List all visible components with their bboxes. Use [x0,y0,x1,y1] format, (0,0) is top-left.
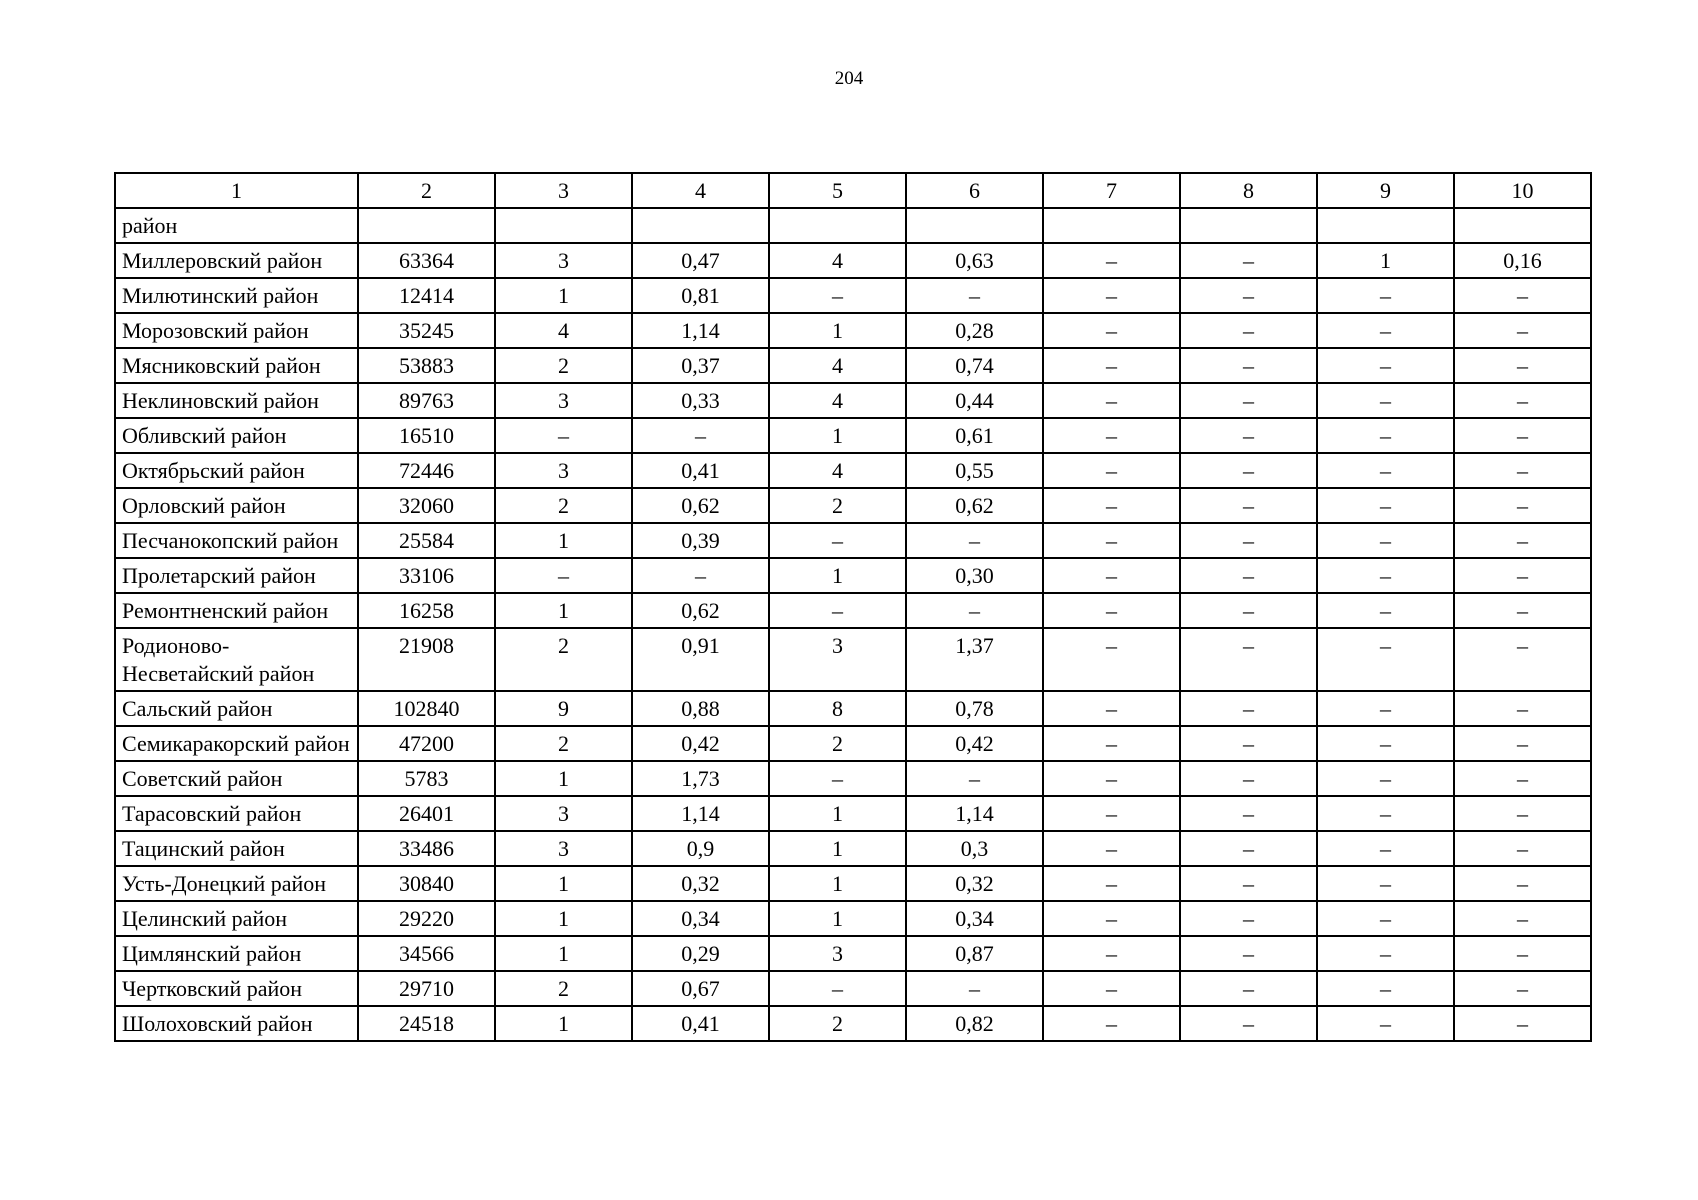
table-cell: 0,28 [906,313,1043,348]
table-cell: 0,3 [906,831,1043,866]
table-row [115,488,1591,523]
table-cell: – [1317,348,1454,383]
table-cell: – [1454,761,1591,796]
table-cell: 9 [495,691,632,726]
table-cell: – [1454,383,1591,418]
table-cell: – [1454,418,1591,453]
table-cell: 4 [769,453,906,488]
table-cell: – [1180,278,1317,313]
table-cell: 0,61 [906,418,1043,453]
table-cell: 2 [495,726,632,761]
table-cell: – [906,761,1043,796]
table-cell: – [1454,971,1591,1006]
table-cell: – [1043,901,1180,936]
table-cell: – [1043,383,1180,418]
table-cell: – [1043,971,1180,1006]
table-cell: – [769,593,906,628]
district-name-cell: Мясниковский район [115,348,358,383]
district-name-cell: Тацинский район [115,831,358,866]
district-name-cell: Сальский район [115,691,358,726]
table-cell: – [1317,971,1454,1006]
table-cell: 0,34 [906,901,1043,936]
table-cell: 72446 [358,453,495,488]
table-cell: 1 [769,831,906,866]
table-cell: 33106 [358,558,495,593]
table-cell: – [1454,593,1591,628]
table-cell: – [1180,691,1317,726]
table-cell: 4 [769,243,906,278]
table-cell: 4 [495,313,632,348]
table-cell: 34566 [358,936,495,971]
table-cell: 1,14 [632,313,769,348]
table-cell [1454,208,1591,243]
table-cell: – [1317,1006,1454,1041]
table-cell: – [1317,831,1454,866]
table-cell: – [1043,243,1180,278]
table-cell: – [1043,278,1180,313]
table-cell: – [769,523,906,558]
district-name-cell: Шолоховский район [115,1006,358,1041]
table-cell: 1 [769,866,906,901]
table-cell: – [1454,901,1591,936]
table-cell: 32060 [358,488,495,523]
table-row [115,453,1591,488]
table-cell: – [1454,1006,1591,1041]
table-cell: – [1454,453,1591,488]
table-cell: 1 [769,901,906,936]
table-cell: – [1454,936,1591,971]
district-name-cell: Чертковский район [115,971,358,1006]
table-cell: – [1180,761,1317,796]
table-cell: – [1317,418,1454,453]
table-cell: – [1454,558,1591,593]
column-header: 6 [906,173,1043,208]
table-row [115,1006,1591,1041]
table-cell: – [1454,488,1591,523]
table-cell: – [1180,866,1317,901]
table-cell: 30840 [358,866,495,901]
table-cell: 0,44 [906,383,1043,418]
district-name-cell: район [115,208,358,243]
table-cell: – [1043,558,1180,593]
table-cell: 0,41 [632,1006,769,1041]
table-cell: – [1043,831,1180,866]
table-cell: – [1180,936,1317,971]
table-cell: – [906,593,1043,628]
table-cell: 0,16 [1454,243,1591,278]
table-cell: 1 [769,558,906,593]
table-cell: – [1454,796,1591,831]
table-cell: – [1317,313,1454,348]
table-cell: 21908 [358,628,495,691]
district-name-cell: Октябрьский район [115,453,358,488]
table-cell: 3 [495,383,632,418]
table-cell: – [1454,628,1591,691]
table-row [115,383,1591,418]
table-cell: 4 [769,348,906,383]
table-cell: 0,63 [906,243,1043,278]
table-cell: – [1043,313,1180,348]
table-cell: – [1043,593,1180,628]
table-cell: – [1317,936,1454,971]
table-cell: 63364 [358,243,495,278]
table-cell: 2 [769,726,906,761]
table-cell: – [1043,936,1180,971]
data-table [114,172,1592,1042]
table-cell: 0,42 [906,726,1043,761]
table-cell: – [1043,453,1180,488]
table-cell: 1 [495,761,632,796]
table-cell: 0,32 [632,866,769,901]
table-cell: 3 [769,936,906,971]
table-cell: 3 [495,453,632,488]
table-cell: – [1043,418,1180,453]
table-row [115,418,1591,453]
district-name-cell: Тарасовский район [115,796,358,831]
district-name-cell: Обливский район [115,418,358,453]
district-name-cell: Усть-Донецкий район [115,866,358,901]
table-cell: – [906,971,1043,1006]
table-header-row [115,173,1591,208]
table-cell: – [1180,726,1317,761]
table-cell: – [1180,593,1317,628]
table-cell: 1 [769,796,906,831]
table-cell: 1 [495,523,632,558]
table-cell: – [1317,558,1454,593]
column-header: 10 [1454,173,1591,208]
table-row [115,558,1591,593]
table-row [115,866,1591,901]
table-row [115,593,1591,628]
table-cell: – [1317,278,1454,313]
table-cell: 0,30 [906,558,1043,593]
table-cell: 0,78 [906,691,1043,726]
district-name-cell: Морозовский район [115,313,358,348]
district-name-cell: Пролетарский район [115,558,358,593]
table-cell: – [495,558,632,593]
table-row [115,936,1591,971]
table-cell: – [769,278,906,313]
table-cell: 0,55 [906,453,1043,488]
district-name-cell: Неклиновский район [115,383,358,418]
district-name-cell: Целинский район [115,901,358,936]
table-cell: 16510 [358,418,495,453]
table-cell: – [1180,348,1317,383]
table-cell: – [1180,488,1317,523]
table-cell: 0,42 [632,726,769,761]
table-cell: 0,87 [906,936,1043,971]
column-header: 8 [1180,173,1317,208]
table-cell: – [1180,628,1317,691]
table-cell: – [1043,628,1180,691]
table-cell: – [1180,831,1317,866]
table-cell [906,208,1043,243]
table-cell: 33486 [358,831,495,866]
table-cell: – [1454,313,1591,348]
table-cell: – [1454,831,1591,866]
table-cell [1180,208,1317,243]
table-cell: 8 [769,691,906,726]
table-cell: – [1317,593,1454,628]
district-name-cell: Ремонтненский район [115,593,358,628]
table-cell: – [1454,866,1591,901]
table-cell: 24518 [358,1006,495,1041]
table-row [115,313,1591,348]
table-cell [495,208,632,243]
table-cell: 0,74 [906,348,1043,383]
table-cell: – [495,418,632,453]
table-cell: – [1180,971,1317,1006]
column-header: 2 [358,173,495,208]
table-cell: 47200 [358,726,495,761]
page-number: 204 [834,68,864,89]
table-cell: 0,88 [632,691,769,726]
table-row [115,726,1591,761]
table-cell: – [1043,523,1180,558]
table-cell [1317,208,1454,243]
table-cell: – [906,523,1043,558]
table-cell: 0,91 [632,628,769,691]
table-cell: – [632,558,769,593]
table-cell: – [1317,523,1454,558]
table-cell: – [1317,691,1454,726]
table-cell: 12414 [358,278,495,313]
table-cell: 29220 [358,901,495,936]
table-cell: 2 [495,348,632,383]
district-name-cell: Советский район [115,761,358,796]
table-cell: 1 [1317,243,1454,278]
table-cell: – [1317,453,1454,488]
table-cell: – [632,418,769,453]
table-cell: – [1043,1006,1180,1041]
table-cell: – [1043,761,1180,796]
table-cell: 1 [495,593,632,628]
table-cell: – [1454,348,1591,383]
table-cell: – [769,971,906,1006]
table-cell: 1,73 [632,761,769,796]
table-cell: 26401 [358,796,495,831]
table-cell [358,208,495,243]
table-cell: 0,62 [906,488,1043,523]
table-cell: 3 [769,628,906,691]
table-cell: 0,82 [906,1006,1043,1041]
table-cell: 1 [495,1006,632,1041]
table-cell: 4 [769,383,906,418]
table-cell: 0,37 [632,348,769,383]
table-cell: 0,29 [632,936,769,971]
district-name-cell: Родионово-Несветайский район [115,628,358,691]
table-cell: 1 [495,936,632,971]
column-header: 5 [769,173,906,208]
table-cell: – [1454,691,1591,726]
table-cell: 102840 [358,691,495,726]
table-cell: 53883 [358,348,495,383]
table-cell: – [1180,901,1317,936]
table-cell: – [1043,691,1180,726]
table-row [115,971,1591,1006]
table-cell: 2 [769,488,906,523]
table-cell: 3 [495,831,632,866]
table-cell: 0,67 [632,971,769,1006]
table-cell: 35245 [358,313,495,348]
table-cell: – [1180,453,1317,488]
table-cell: – [1454,523,1591,558]
table-row [115,243,1591,278]
table-cell: – [1317,726,1454,761]
table-cell: 1 [769,313,906,348]
district-name-cell: Миллеровский район [115,243,358,278]
table-cell: – [1180,243,1317,278]
table-cell: – [1454,278,1591,313]
table-cell: – [1317,383,1454,418]
district-name-cell: Семикаракорский район [115,726,358,761]
column-header: 4 [632,173,769,208]
column-header: 1 [115,173,358,208]
table-cell: 0,32 [906,866,1043,901]
table-cell: 5783 [358,761,495,796]
table-cell: – [1043,348,1180,383]
table-cell: 1 [495,278,632,313]
table-cell: – [1043,726,1180,761]
table-cell: 0,33 [632,383,769,418]
table-cell: 0,34 [632,901,769,936]
table-cell: – [1317,761,1454,796]
table-cell: 2 [495,488,632,523]
table-cell: 0,9 [632,831,769,866]
table-cell: 1 [495,866,632,901]
table-cell: 1 [769,418,906,453]
table-cell: 2 [769,1006,906,1041]
table-body [115,173,1591,1041]
table-cell: 0,62 [632,593,769,628]
table-cell: 1,14 [906,796,1043,831]
district-name-cell: Песчанокопский район [115,523,358,558]
table-cell: – [1180,1006,1317,1041]
table-cell: 1,37 [906,628,1043,691]
table-cell: – [1180,523,1317,558]
table-cell: 0,62 [632,488,769,523]
table-row [115,628,1591,691]
table-row [115,691,1591,726]
table-cell: 25584 [358,523,495,558]
table-cell: – [1317,901,1454,936]
table-cell: 16258 [358,593,495,628]
table-row [115,831,1591,866]
table-cell: 0,81 [632,278,769,313]
table-cell: 1 [495,901,632,936]
table-cell: 3 [495,796,632,831]
table-cell: 89763 [358,383,495,418]
table-cell: – [769,761,906,796]
table-cell [632,208,769,243]
table-cell: 3 [495,243,632,278]
table-row [115,523,1591,558]
table-cell: 1,14 [632,796,769,831]
table-cell: 2 [495,971,632,1006]
table-cell: – [1454,726,1591,761]
table-cell: – [1180,796,1317,831]
table-cell [769,208,906,243]
table-cell: 29710 [358,971,495,1006]
table-cell: 0,41 [632,453,769,488]
table-row [115,796,1591,831]
table-cell: – [1043,796,1180,831]
table-cell [1043,208,1180,243]
district-name-cell: Цимлянский район [115,936,358,971]
table-cell: – [1317,866,1454,901]
table-row [115,761,1591,796]
table-cell: 2 [495,628,632,691]
table-cell: – [1317,628,1454,691]
table-cell: – [906,278,1043,313]
table-cell: – [1317,796,1454,831]
table-cell: – [1043,488,1180,523]
column-header: 9 [1317,173,1454,208]
table-cell: – [1180,418,1317,453]
column-header: 3 [495,173,632,208]
table-cell: – [1043,866,1180,901]
table-row [115,278,1591,313]
table-cell: – [1317,488,1454,523]
table-cell: – [1180,313,1317,348]
table-row [115,348,1591,383]
table-cell: 0,39 [632,523,769,558]
column-header: 7 [1043,173,1180,208]
table-cell: – [1180,558,1317,593]
table-row [115,208,1591,243]
district-name-cell: Орловский район [115,488,358,523]
district-name-cell: Милютинский район [115,278,358,313]
table-cell: 0,47 [632,243,769,278]
table-cell: – [1180,383,1317,418]
table-row [115,901,1591,936]
